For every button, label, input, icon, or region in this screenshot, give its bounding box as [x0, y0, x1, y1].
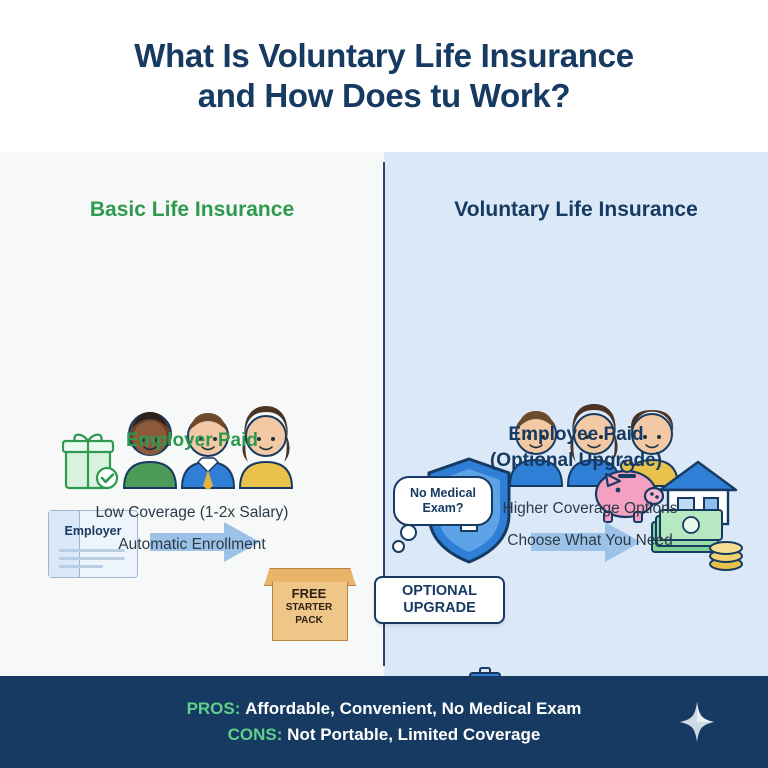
optional-upgrade-line2: UPGRADE — [403, 600, 476, 616]
right-paid-label — [384, 422, 768, 473]
header — [0, 0, 768, 152]
starter-pack-text — [272, 586, 346, 627]
starter-pack-line3: PACK — [295, 614, 323, 626]
footer-cons-label: CONS: — [227, 725, 283, 744]
starter-pack-line2: STARTER — [285, 602, 333, 614]
document-label: Employer — [64, 524, 122, 538]
right-paid-label-line2: (Optional Upgrade) — [489, 449, 663, 471]
footer-pros-value: Affordable, Convenient, No Medical Exam — [245, 698, 582, 718]
starter-pack-line1: FREE — [291, 586, 327, 601]
page-title-line2: and How Does tu Work? — [197, 77, 571, 114]
footer-cons-value: Not Portable, Limited Coverage — [287, 725, 541, 744]
left-bullet-item: Automatic Enrollment — [118, 536, 266, 553]
left-panel-title: Basic Life Insurance — [89, 198, 295, 221]
thought-bubble-dot — [400, 524, 417, 541]
page-title-line1: What Is Voluntary Life Insurance — [134, 36, 634, 74]
right-paid-label-line1: Employee Paid — [508, 424, 644, 445]
left-paid-label: Employer Paid — [126, 430, 258, 451]
right-bullet-item: Higher Coverage Options — [502, 500, 678, 517]
left-bullet-list — [0, 504, 384, 568]
thought-bubble-text: No Medical Exam? — [410, 486, 476, 515]
footer-cons-line — [228, 722, 541, 748]
thought-bubble — [393, 476, 493, 526]
left-bullet-item: Low Coverage (1-2x Salary) — [95, 504, 289, 521]
free-starter-pack-badge — [268, 568, 350, 640]
footer — [0, 676, 768, 768]
optional-upgrade-line1: OPTIONAL — [402, 583, 477, 600]
footer-pros-label: PROS: — [186, 698, 241, 718]
right-panel-title: Voluntary Life Insurance — [454, 198, 698, 221]
right-bullet-item: Choose What You Need — [507, 532, 673, 549]
optional-upgrade-badge — [374, 576, 505, 624]
page-title — [134, 36, 634, 117]
sparkle-icon — [680, 702, 714, 742]
thought-bubble-dot — [392, 540, 405, 553]
footer-pros-line — [187, 696, 582, 722]
